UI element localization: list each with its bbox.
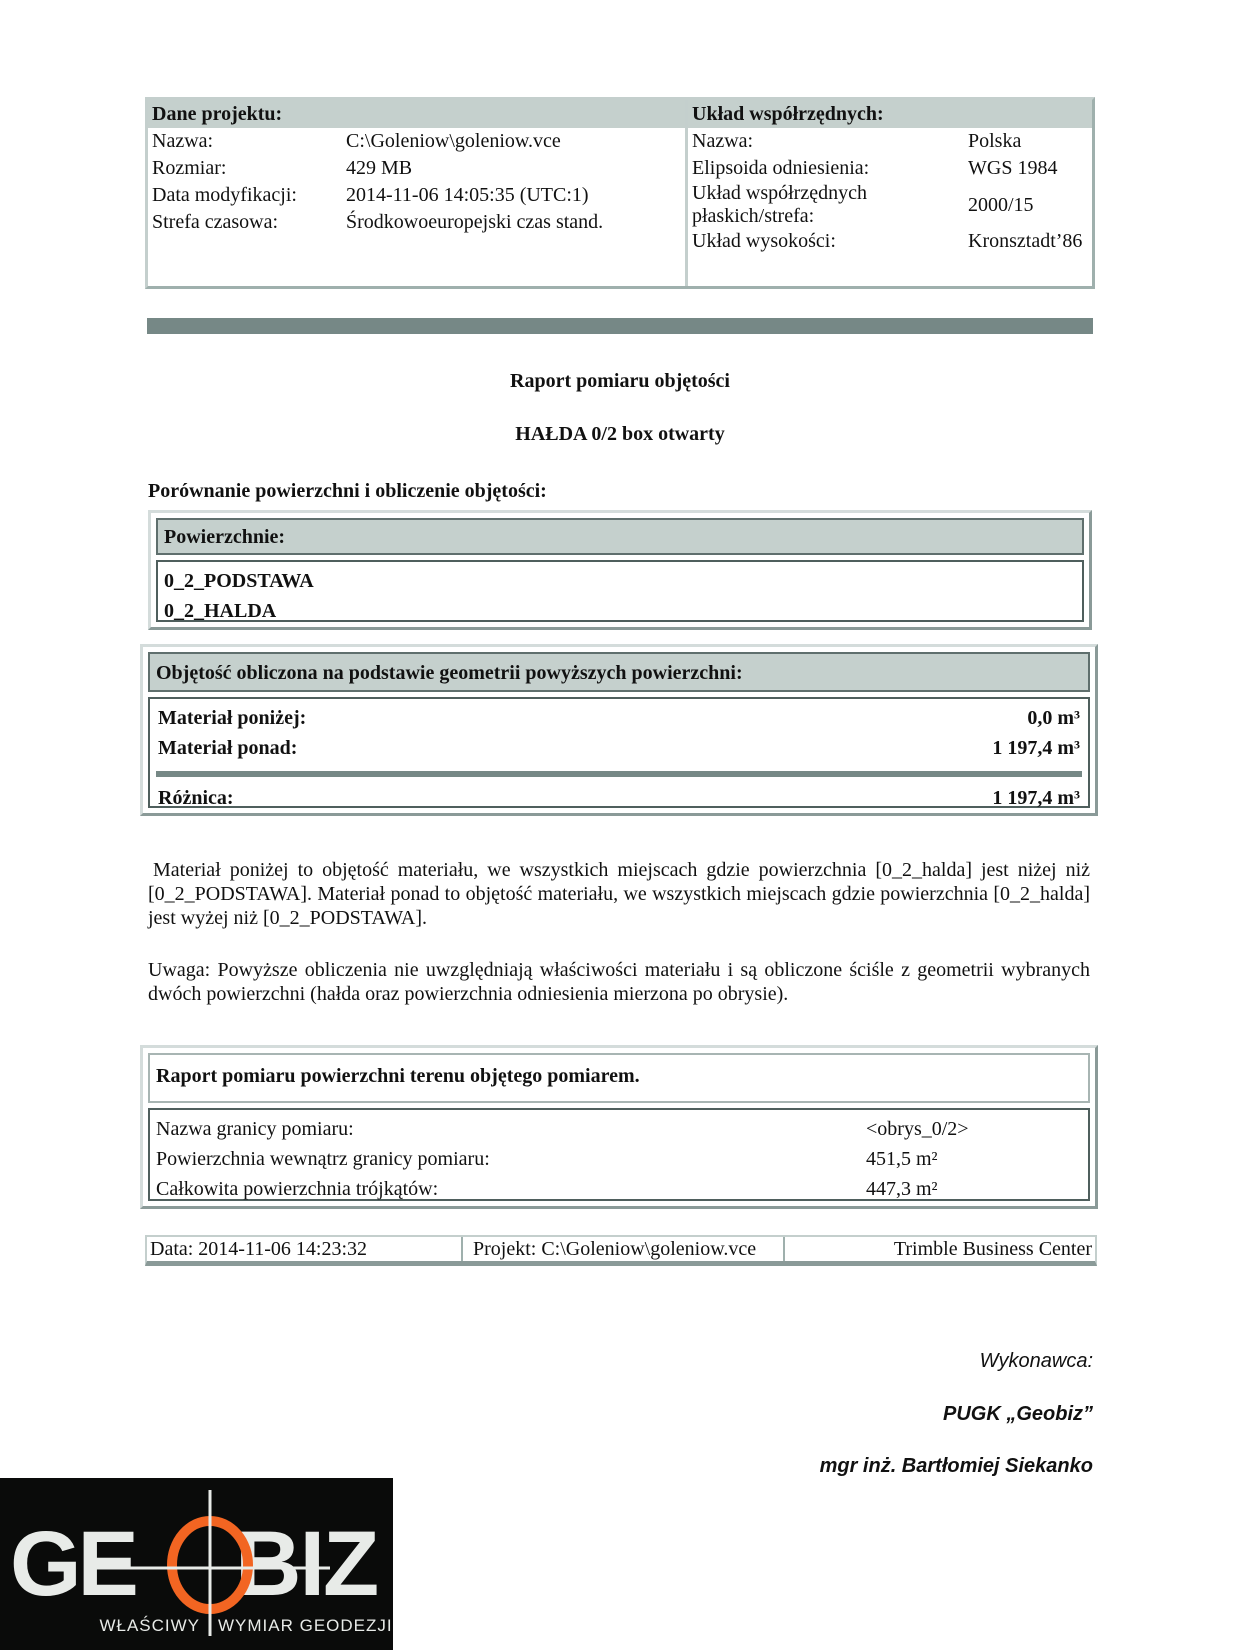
surface-item: 0_2_HALDA [164, 600, 277, 622]
value: Kronsztadt’86 [968, 230, 1083, 252]
modified-date: 2014-11-06 14:05:35 (UTC:1) [346, 184, 589, 206]
value: 2000/15 [968, 193, 1034, 216]
footer-project: Projekt: C:\Goleniow\goleniow.vce [463, 1237, 785, 1261]
project-data-section [148, 100, 688, 286]
surfaces-box [148, 510, 1092, 630]
project-data-header: Dane projektu: [148, 100, 685, 128]
comparison-heading: Porównanie powierzchni i obliczenie objętości: [148, 480, 547, 502]
material-below-row [158, 707, 1080, 730]
surfaces-header: Powierzchnie: [164, 526, 286, 548]
label: Strefa czasowa: [152, 211, 279, 233]
geobiz-logo [0, 1478, 393, 1650]
volume-header-bar [148, 652, 1090, 692]
svg-text:WŁAŚCIWY: WŁAŚCIWY [99, 1616, 200, 1635]
material-above-value: 1 197,4 m³ [992, 737, 1080, 759]
inner-area-label: Powierzchnia wewnątrz granicy pomiaru: [156, 1148, 490, 1170]
material-below-label: Materiał poniżej: [158, 707, 307, 729]
coordinate-system-header: Układ współrzędnych: [688, 100, 1092, 128]
report-subtitle: HAŁDA 0/2 box otwarty [515, 423, 725, 445]
project-path: C:\Goleniow\goleniow.vce [346, 130, 561, 152]
section-divider [147, 318, 1093, 334]
label: Rozmiar: [152, 157, 227, 179]
material-above-label: Materiał ponad: [158, 737, 298, 759]
footer-software: Trimble Business Center [893, 1238, 1092, 1260]
geobiz-logo-icon [0, 1478, 393, 1650]
surfaces-header-bar [156, 518, 1084, 555]
footer-date: Data: 2014-11-06 14:23:32 [147, 1237, 463, 1261]
coords-row-name [688, 128, 1082, 155]
surface-item: 0_2_PODSTAWA [164, 570, 314, 592]
material-above-row [158, 737, 1080, 760]
explanation-paragraph: Materiał poniżej to objętość materiału, we wszystkich miejscach gdzie powierzchnia [0_2_halda] jest niżej niż [0_2_PODSTAWA]. Materiał ponad to objętość materiału, we wszystkich miejscach gdzie powierzchnia [0_2_halda] jest wyżej niż [0_2_PODSTAWA]. [148, 859, 1090, 929]
material-below-value: 0,0 m³ [1027, 707, 1080, 729]
coords-row-plane [688, 182, 1082, 228]
contractor-company: PUGK „Geobiz” [942, 1403, 1093, 1425]
project-row-size [148, 155, 603, 182]
contractor-role: Wykonawca: [979, 1350, 1093, 1372]
contractor-person: mgr inż. Bartłomiej Siekanko [819, 1455, 1093, 1477]
label: Układ współrzędnych płaskich/strefa: [692, 182, 867, 227]
report-footer [145, 1235, 1097, 1266]
volume-header: Objętość obliczona na podstawie geometrii powyższych powierzchni: [156, 662, 743, 684]
svg-text:BIZ: BIZ [235, 1513, 378, 1615]
project-row-timezone [148, 209, 603, 236]
label: Układ wysokości: [692, 230, 836, 252]
timezone: Środkowoeuropejski czas stand. [346, 211, 604, 233]
value: Polska [968, 130, 1022, 152]
coordinate-system-section [688, 100, 1092, 286]
svg-text:WYMIAR GEODEZJI: WYMIAR GEODEZJI [218, 1616, 393, 1635]
svg-text:GE: GE [10, 1513, 135, 1615]
project-row-modified [148, 182, 603, 209]
project-size: 429 MB [346, 157, 413, 179]
inner-area-value: 451,5 m² [866, 1148, 938, 1170]
difference-label: Różnica: [158, 787, 234, 809]
coordinate-system-rows [688, 128, 1082, 255]
label: Data modyfikacji: [152, 184, 297, 206]
triangles-area-label: Całkowita powierzchnia trójkątów: [156, 1178, 439, 1200]
difference-row [158, 787, 1080, 810]
project-info-table [145, 97, 1095, 289]
label: Nazwa: [152, 130, 214, 152]
label: Nazwa: [692, 130, 754, 152]
warning-paragraph: Uwaga: Powyższe obliczenia nie uwzględniają właściwości materiału i są obliczone ściśle z geometrii wybranych dwóch powierzchni (hałda oraz powierzchnia odniesienia mierzona po obrysie). [148, 959, 1090, 1005]
sum-divider [156, 771, 1082, 777]
surfaces-list [156, 560, 1084, 622]
project-row-name [148, 128, 603, 155]
area-header-bar [148, 1053, 1090, 1103]
area-report-box [140, 1045, 1098, 1209]
difference-value: 1 197,4 m³ [992, 787, 1080, 809]
boundary-name-value: <obrys_0/2> [866, 1118, 969, 1140]
report-title: Raport pomiaru objętości [510, 370, 730, 392]
project-data-rows [148, 128, 603, 236]
label: Elipsoida odniesienia: [692, 157, 870, 179]
triangles-area-value: 447,3 m² [866, 1178, 938, 1200]
volume-box [140, 644, 1098, 816]
area-results [148, 1108, 1090, 1201]
area-header: Raport pomiaru powierzchni terenu objętego pomiarem. [156, 1065, 640, 1087]
coords-row-height [688, 228, 1082, 255]
volume-results [148, 697, 1090, 808]
boundary-name-label: Nazwa granicy pomiaru: [156, 1118, 354, 1140]
value: WGS 1984 [968, 157, 1058, 179]
coords-row-ellipsoid [688, 155, 1082, 182]
